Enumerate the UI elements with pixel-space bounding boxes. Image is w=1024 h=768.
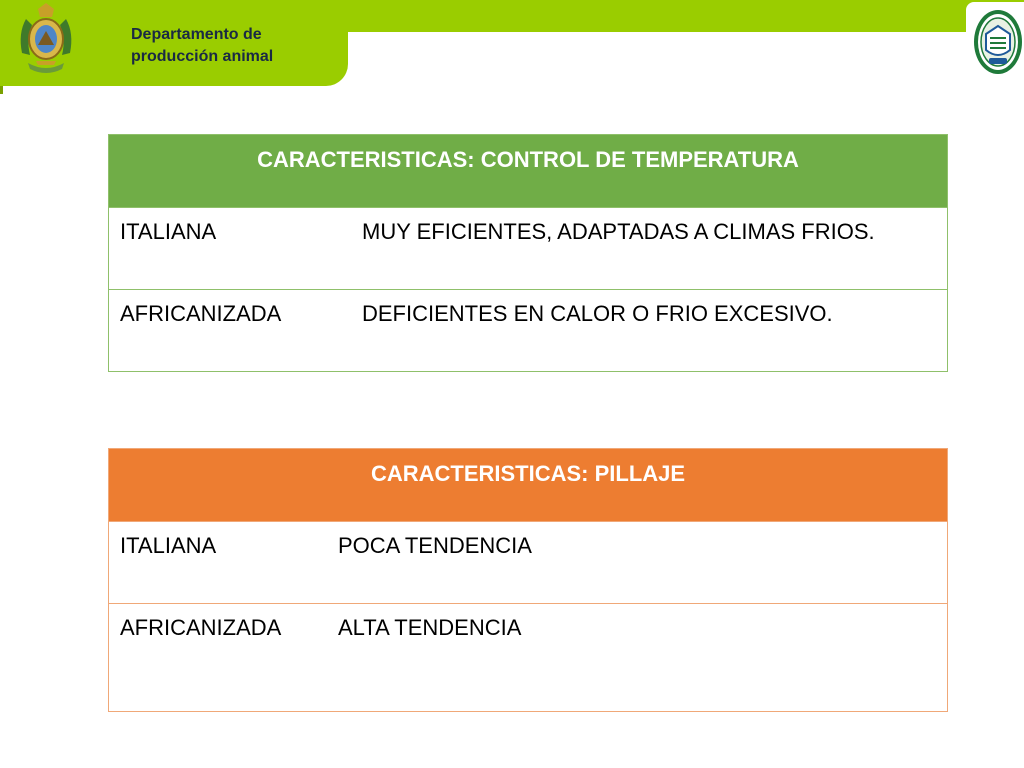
table-row bbox=[109, 522, 948, 604]
row-label: AFRICANIZADA bbox=[109, 290, 363, 372]
row-value: ALTA TENDENCIA bbox=[338, 604, 948, 712]
header-band-edge bbox=[0, 86, 3, 94]
row-value: DEFICIENTES EN CALOR O FRIO EXCESIVO. bbox=[362, 290, 948, 372]
table-header-row bbox=[109, 135, 948, 208]
table-row bbox=[109, 604, 948, 712]
row-label: ITALIANA bbox=[109, 522, 339, 604]
table-row bbox=[109, 290, 948, 372]
university-seal-logo bbox=[972, 8, 1024, 76]
department-line-2: producción animal bbox=[131, 48, 274, 65]
row-value: MUY EFICIENTES, ADAPTADAS A CLIMAS FRIOS. bbox=[362, 208, 948, 290]
row-value: POCA TENDENCIA bbox=[338, 522, 948, 604]
department-line-1: Departamento de bbox=[131, 26, 262, 43]
temperature-table-title: CARACTERISTICAS: CONTROL DE TEMPERATURA bbox=[109, 135, 948, 208]
table-header-row bbox=[109, 449, 948, 522]
table-row bbox=[109, 208, 948, 290]
department-name bbox=[131, 24, 331, 68]
coat-of-arms-logo bbox=[16, 3, 76, 77]
row-label: ITALIANA bbox=[109, 208, 363, 290]
pillaje-table bbox=[108, 448, 948, 712]
pillaje-table-title: CARACTERISTICAS: PILLAJE bbox=[109, 449, 948, 522]
temperature-control-table bbox=[108, 134, 948, 372]
seal-container bbox=[966, 2, 1024, 80]
row-label: AFRICANIZADA bbox=[109, 604, 339, 712]
slide-header bbox=[0, 0, 1024, 92]
